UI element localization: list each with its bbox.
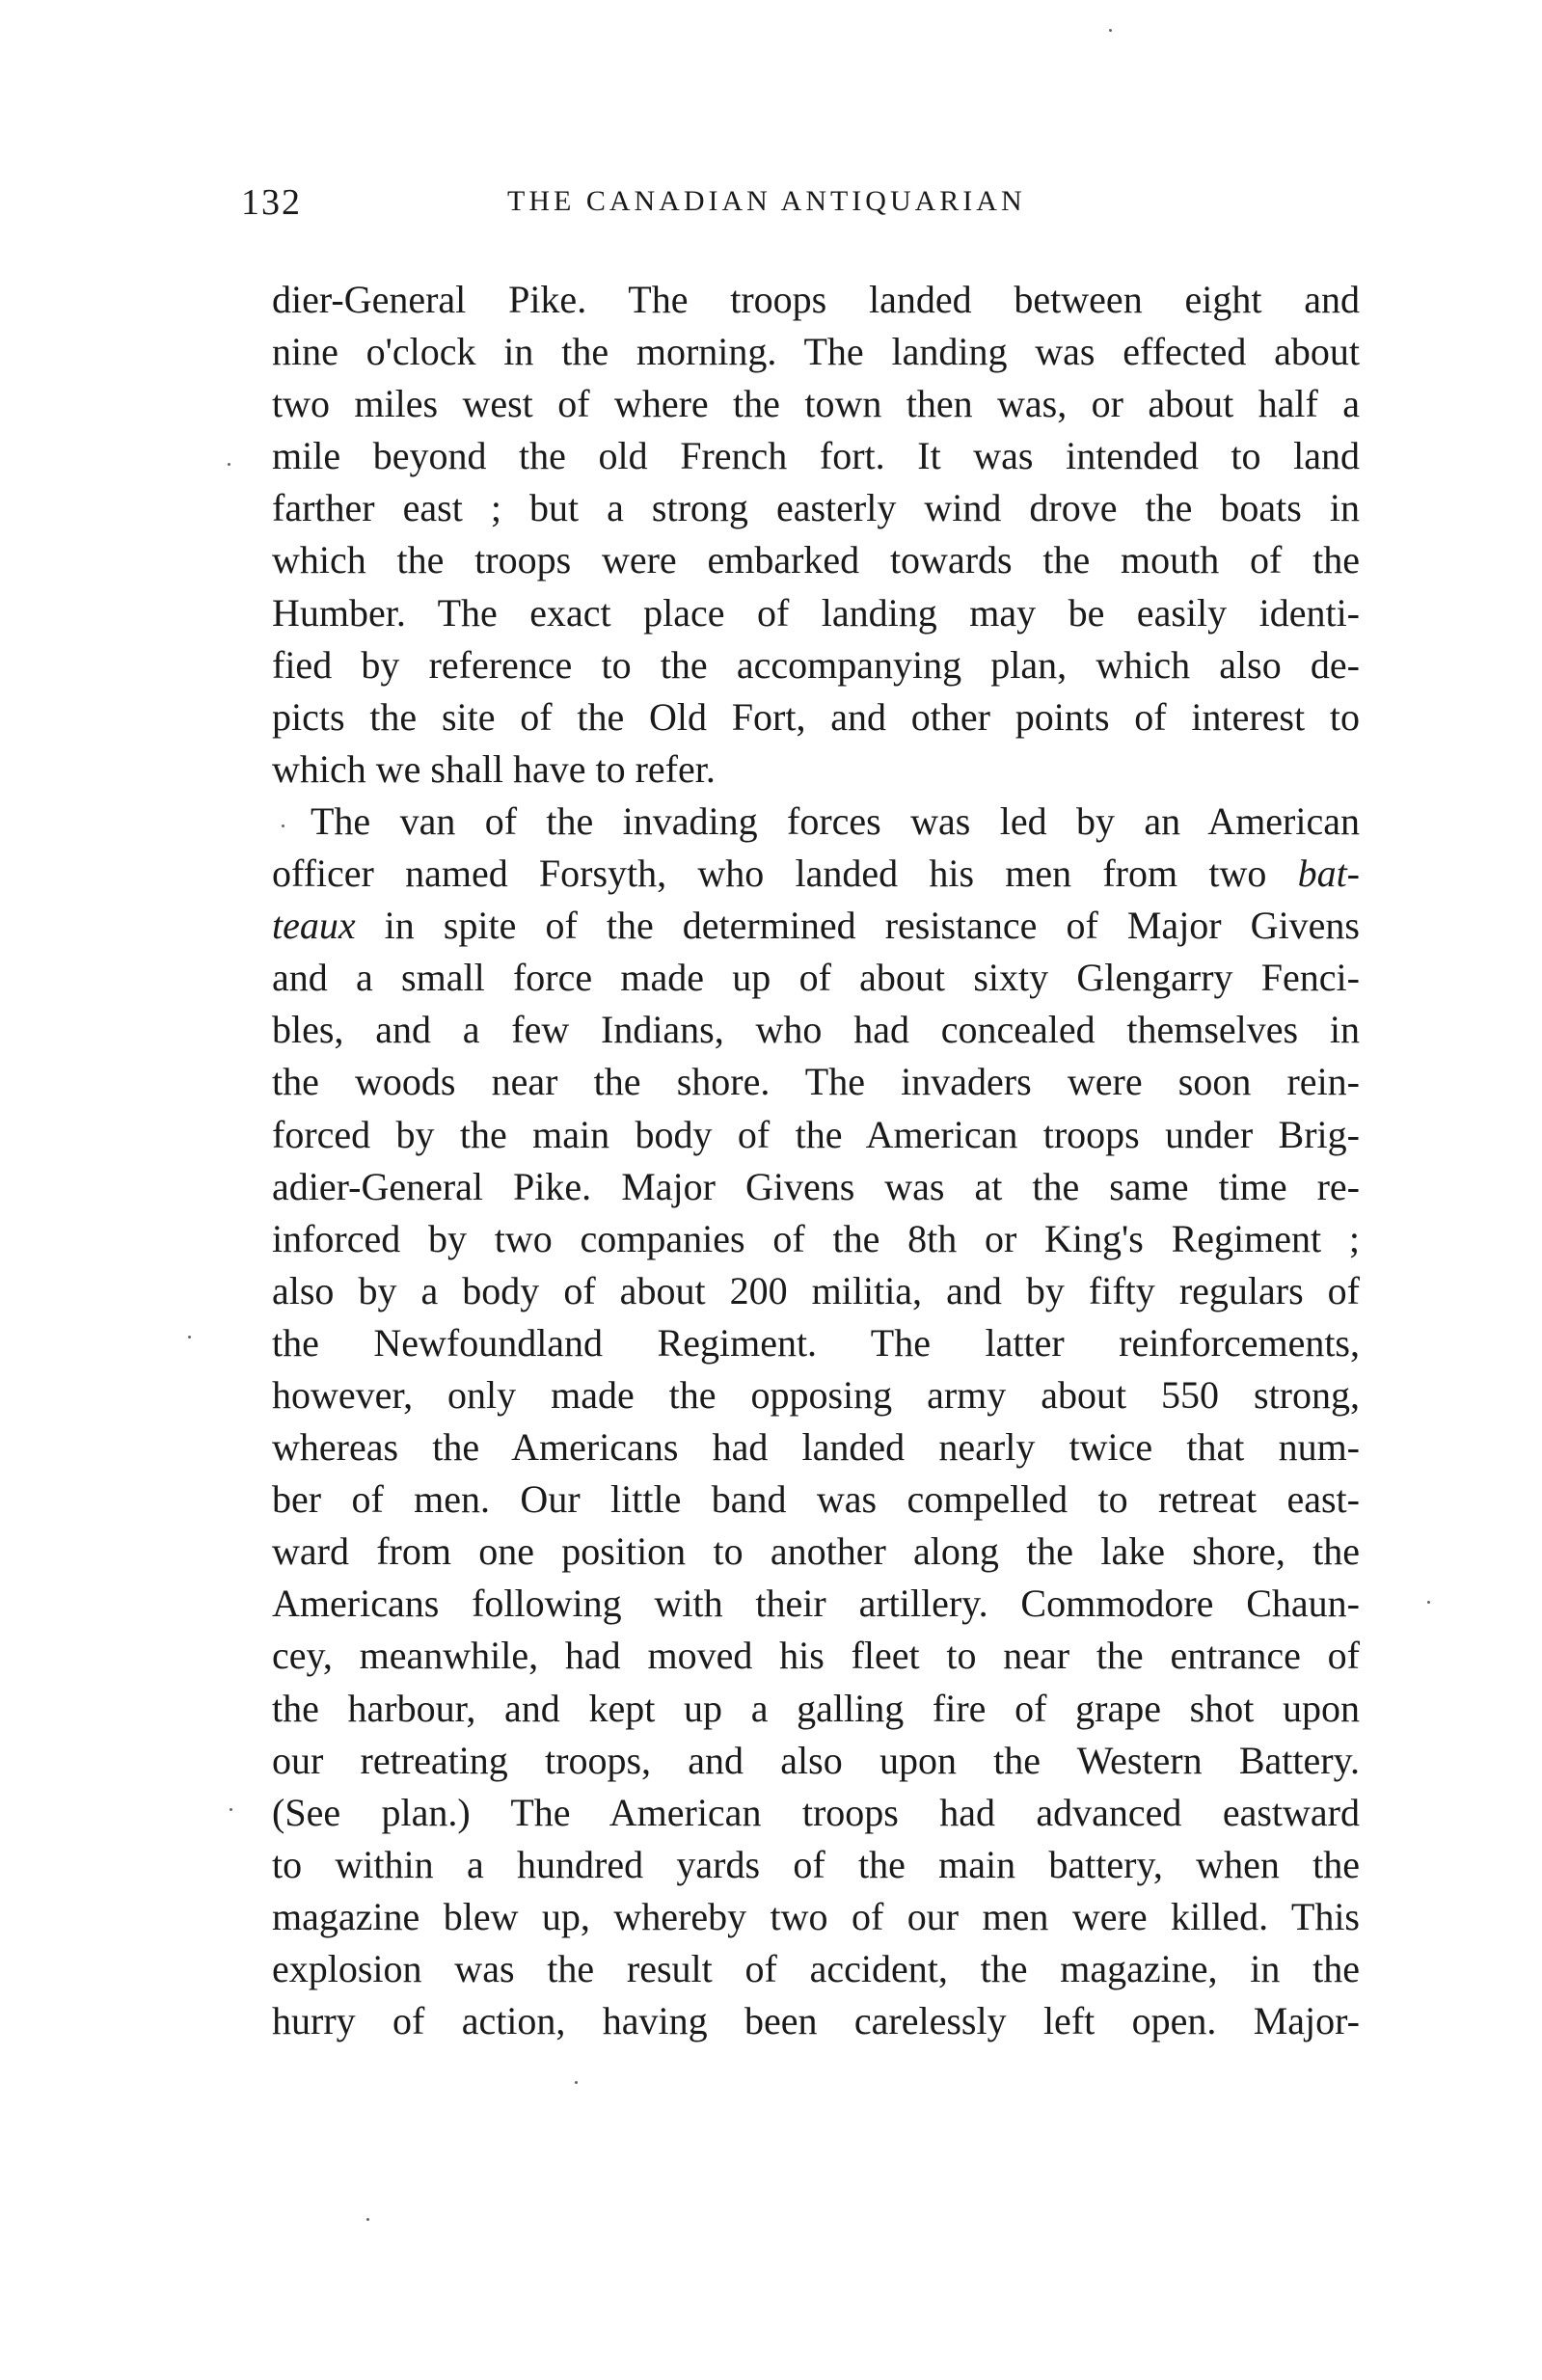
italic-fragment: teaux bbox=[272, 904, 356, 948]
scan-speck bbox=[366, 2218, 369, 2221]
text-line: mile beyond the old French fort. It was intended to land bbox=[272, 434, 1360, 478]
text-line: farther east ; but a strong easterly wind drove the boats in bbox=[272, 486, 1360, 530]
text-line: ward from one position to another along the lake shore, the bbox=[272, 1529, 1360, 1574]
text-line bbox=[272, 848, 1360, 900]
scan-speck bbox=[1427, 1601, 1430, 1604]
text-line: dier-General Pike. The troops landed between eight and bbox=[272, 278, 1360, 321]
text-line: whereas the Americans had landed nearly twice that num- bbox=[272, 1425, 1360, 1470]
text-line: cey, meanwhile, had moved his fleet to near the entrance of bbox=[272, 1634, 1360, 1678]
scan-speck bbox=[1109, 29, 1112, 32]
scan-speck bbox=[230, 1808, 232, 1811]
text-line: the harbour, and kept up a galling fire of grape shot upon bbox=[272, 1686, 1360, 1730]
text-line: Humber. The exact place of landing may be easily identi- bbox=[272, 590, 1360, 635]
text-line: nine o'clock in the morning. The landing was effected about bbox=[272, 330, 1360, 374]
text-line: which the troops were embarked towards the mouth of the bbox=[272, 538, 1360, 582]
text-line: magazine blew up, whereby two of our men were killed. This bbox=[272, 1894, 1360, 1938]
page-header bbox=[241, 181, 1350, 239]
text-line: fied by reference to the accompanying plan, which also de- bbox=[272, 642, 1360, 687]
text-line: bles, and a few Indians, who had concealed themselves in bbox=[272, 1008, 1360, 1052]
running-head: THE CANADIAN ANTIQUARIAN bbox=[507, 185, 1026, 217]
text-line: which we shall have to refer. bbox=[272, 746, 716, 791]
text-line: The van of the invading forces was led by an American bbox=[311, 798, 1360, 843]
body-text bbox=[272, 274, 1360, 2047]
text-line: two miles west of where the town then was, or about half a bbox=[272, 382, 1360, 426]
scan-speck bbox=[188, 1336, 191, 1339]
text-line: our retreating troops, and also upon the Western Battery. bbox=[272, 1738, 1360, 1782]
text-line: however, only made the opposing army about 550 strong, bbox=[272, 1372, 1360, 1417]
text-line bbox=[272, 900, 1360, 952]
text-line: inforced by two companies of the 8th or King's Regiment ; bbox=[272, 1216, 1360, 1260]
text-line: the woods near the shore. The invaders were soon rein- bbox=[272, 1060, 1360, 1104]
text-line: forced by the main body of the American troops under Brig- bbox=[272, 1112, 1360, 1156]
text-line: and a small force made up of about sixty Glengarry Fenci- bbox=[272, 956, 1360, 1000]
italic-fragment: bat- bbox=[1297, 852, 1360, 896]
text-fragment: officer named Forsyth, who landed his men from two bbox=[272, 852, 1298, 896]
text-line: (See plan.) The American troops had advanced eastward bbox=[272, 1790, 1360, 1834]
text-fragment: in spite of the determined resistance of Major Givens bbox=[355, 904, 1360, 948]
text-line: hurry of action, having been carelessly left open. Major- bbox=[272, 1999, 1360, 2043]
page-number: 132 bbox=[241, 182, 302, 223]
text-line: also by a body of about 200 militia, and by fifty regulars of bbox=[272, 1268, 1360, 1312]
text-line: picts the site of the Old Fort, and other points of interest to bbox=[272, 694, 1360, 739]
scan-speck bbox=[575, 2081, 578, 2084]
scan-speck bbox=[228, 463, 230, 466]
text-line: the Newfoundland Regiment. The latter reinforcements, bbox=[272, 1320, 1360, 1365]
scan-speck bbox=[282, 825, 284, 827]
text-line: ber of men. Our little band was compelled to retreat east- bbox=[272, 1477, 1360, 1522]
text-line: to within a hundred yards of the main battery, when the bbox=[272, 1842, 1360, 1886]
text-line: Americans following with their artillery. Commodore Chaun- bbox=[272, 1582, 1360, 1626]
text-line: explosion was the result of accident, the magazine, in the bbox=[272, 1947, 1360, 1990]
text-line: adier-General Pike. Major Givens was at the same time re- bbox=[272, 1164, 1360, 1208]
